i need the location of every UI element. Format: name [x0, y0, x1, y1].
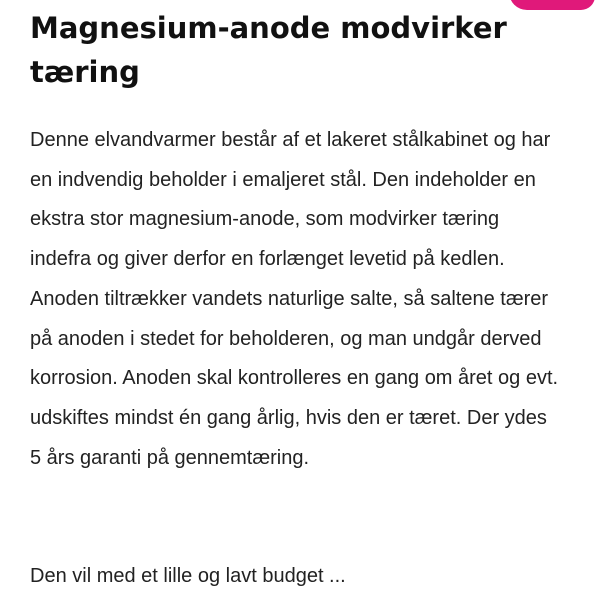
body-paragraph: Denne elvandvarmer består af et lakeret stålkabinet og har en indvendig beholder i emaljeret stål. Den indeholder en ekstra stor magnesium-anode, som modvirker tæring indefra og giver derfor en forlænget levetid på kedlen. Anoden tiltrækker vandets naturlige salte, så saltene tærer på anoden i stedet for beholderen, og man undgår derved korrosion. Anoden skal kontrolleres en gang om året og evt. udskiftes mindst én gang årlig, hvis den er tæret. Der ydes 5 års garanti på gennemtæring.	[30, 129, 559, 469]
article-content	[30, 0, 560, 587]
next-paragraph-cut-off: Den vil med et lille og lavt budget ...	[30, 565, 346, 587]
section-heading: Magnesium-anode modvirker tæring	[30, 11, 507, 89]
